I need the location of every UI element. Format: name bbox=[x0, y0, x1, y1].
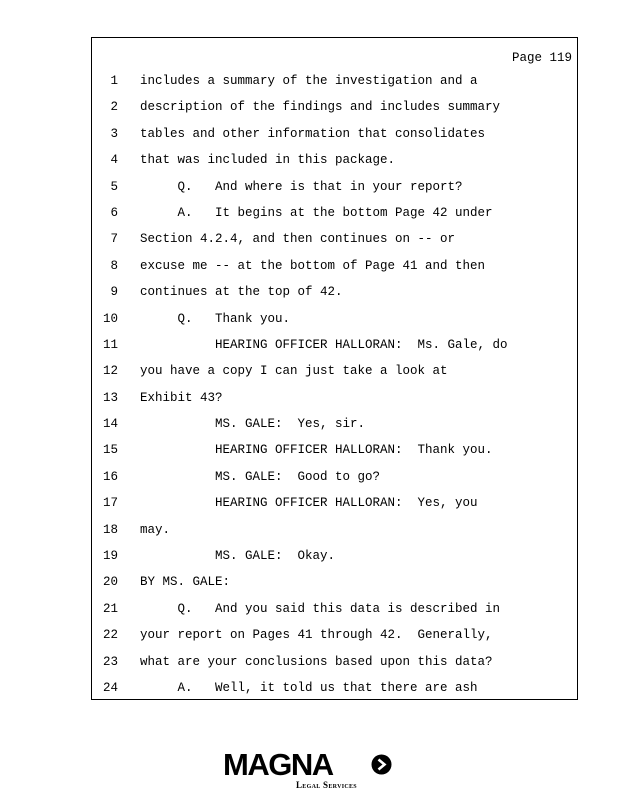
line-text: A. Well, it told us that there are ash bbox=[140, 680, 478, 695]
line-text: tables and other information that consolidates bbox=[140, 126, 486, 141]
line-text: Section 4.2.4, and then continues on -- or bbox=[140, 232, 456, 247]
line-number: 6 bbox=[110, 205, 118, 220]
line-number: 2 bbox=[110, 100, 118, 115]
line-number: 18 bbox=[102, 522, 118, 537]
line-text: continues at the top of 42. bbox=[140, 285, 343, 300]
transcript-line bbox=[92, 443, 577, 469]
transcript-line bbox=[92, 338, 577, 364]
transcript-line bbox=[92, 285, 577, 311]
chevron-right-circle-icon bbox=[371, 754, 392, 775]
line-text: MS. GALE: Yes, sir. bbox=[140, 417, 366, 432]
line-text: Q. And where is that in your report? bbox=[140, 179, 463, 194]
line-text: Q. And you said this data is described in bbox=[140, 601, 501, 616]
line-number: 19 bbox=[102, 549, 118, 564]
line-text: description of the findings and includes summary bbox=[140, 100, 501, 115]
transcript-line bbox=[92, 206, 577, 232]
line-number: 16 bbox=[102, 469, 118, 484]
line-number: 1 bbox=[110, 74, 118, 88]
magna-logo bbox=[223, 748, 395, 792]
line-number: 24 bbox=[102, 680, 118, 695]
line-number: 7 bbox=[110, 232, 118, 247]
line-text: HEARING OFFICER HALLORAN: Yes, you bbox=[140, 496, 478, 511]
page-number: Page 119 bbox=[511, 51, 572, 65]
line-number: 21 bbox=[102, 601, 118, 616]
transcript-line bbox=[92, 681, 577, 707]
transcript-line bbox=[92, 153, 577, 179]
line-text: HEARING OFFICER HALLORAN: Thank you. bbox=[140, 443, 493, 458]
line-number: 12 bbox=[102, 364, 118, 379]
line-text: MS. GALE: Good to go? bbox=[140, 469, 381, 484]
line-text: your report on Pages 41 through 42. Generally, bbox=[140, 628, 493, 643]
transcript-line bbox=[92, 259, 577, 285]
line-number: 17 bbox=[102, 496, 118, 511]
line-text: MS. GALE: Okay. bbox=[140, 549, 336, 564]
line-number: 14 bbox=[102, 417, 118, 432]
line-number: 11 bbox=[102, 337, 118, 352]
line-number: 13 bbox=[102, 390, 118, 405]
transcript-line bbox=[92, 391, 577, 417]
line-number: 10 bbox=[102, 311, 118, 326]
transcript-line bbox=[92, 628, 577, 654]
line-text: excuse me -- at the bottom of Page 41 and then bbox=[140, 258, 486, 273]
transcript-line bbox=[92, 523, 577, 549]
line-text: what are your conclusions based upon this data? bbox=[140, 654, 493, 669]
transcript-line bbox=[92, 496, 577, 522]
transcript-line bbox=[92, 312, 577, 338]
transcript-line bbox=[92, 180, 577, 206]
transcript-line bbox=[92, 100, 577, 126]
transcript-line bbox=[92, 364, 577, 390]
line-number: 9 bbox=[110, 285, 118, 300]
line-number: 22 bbox=[102, 628, 118, 643]
line-text: Exhibit 43? bbox=[140, 390, 223, 405]
line-text: BY MS. GALE: bbox=[140, 575, 231, 590]
line-text: HEARING OFFICER HALLORAN: Ms. Gale, do bbox=[140, 337, 508, 352]
line-number: 5 bbox=[110, 179, 118, 194]
line-number: 4 bbox=[110, 153, 118, 168]
transcript-page bbox=[91, 37, 578, 700]
transcript-line bbox=[92, 575, 577, 601]
line-number: 3 bbox=[110, 126, 118, 141]
line-number: 20 bbox=[102, 575, 118, 590]
transcript-line bbox=[92, 127, 577, 153]
line-text: includes a summary of the investigation and a bbox=[140, 74, 478, 88]
transcript-line bbox=[92, 470, 577, 496]
line-text: that was included in this package. bbox=[140, 153, 396, 168]
logo-wordmark: MAGNA bbox=[223, 747, 333, 782]
transcript-line bbox=[92, 417, 577, 443]
line-text: may. bbox=[140, 522, 171, 537]
line-number: 23 bbox=[102, 654, 118, 669]
transcript-line bbox=[92, 549, 577, 575]
transcript-line bbox=[92, 232, 577, 258]
line-number: 8 bbox=[110, 258, 118, 273]
line-text: Q. Thank you. bbox=[140, 311, 291, 326]
logo-subtitle: Legal Services bbox=[296, 780, 357, 790]
transcript-line bbox=[92, 655, 577, 681]
transcript-line bbox=[92, 602, 577, 628]
line-text: A. It begins at the bottom Page 42 under bbox=[140, 205, 493, 220]
line-text: you have a copy I can just take a look at bbox=[140, 364, 448, 379]
transcript-line bbox=[92, 74, 577, 100]
transcript-lines bbox=[92, 74, 577, 707]
line-number: 15 bbox=[102, 443, 118, 458]
